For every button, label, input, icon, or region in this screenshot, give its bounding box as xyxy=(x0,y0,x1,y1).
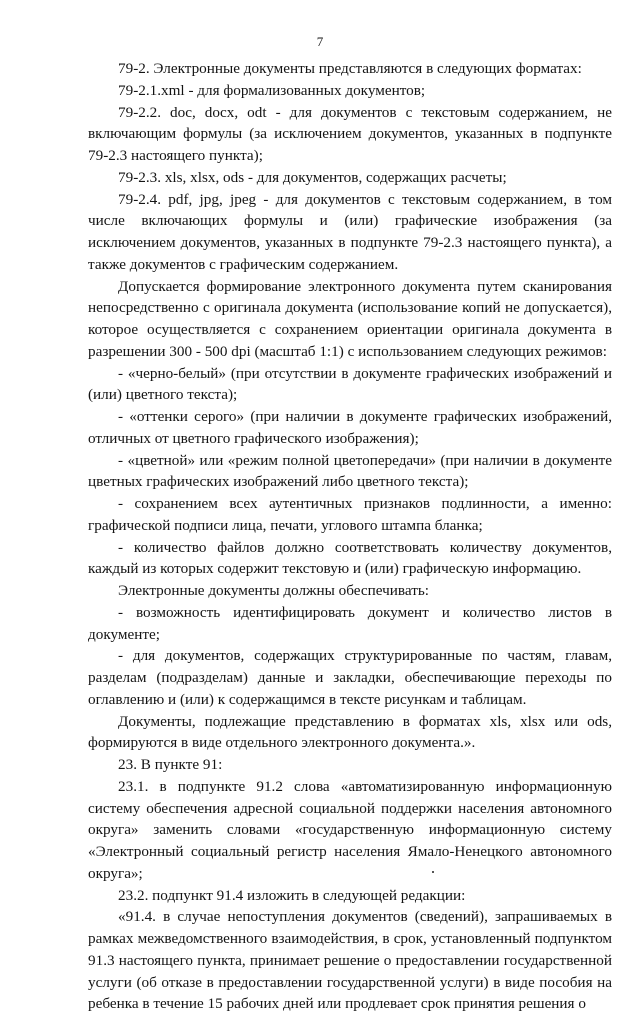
paragraph-spreadsheets: Документы, подлежащие представлению в форматах xls, xlsx или ods, формируются в виде отдельного электронного документа.». xyxy=(88,712,612,752)
list-item-color: - «цветной» или «режим полной цветопередачи» (при наличии в документе цветных графических изображений либо цветного текста); xyxy=(88,451,612,491)
list-item-black-white: - «черно-белый» (при отсутствии в документе графических изображений и (или) цветного текста); xyxy=(88,364,612,404)
list-item-authenticity: - сохранением всех аутентичных признаков подлинности, а именно: графической подписи лица, печати, углового штампа бланка; xyxy=(88,495,612,534)
paragraph-23: 23. В пункте 91: xyxy=(118,756,223,773)
paragraph-79-2-2: 79-2.2. doc, docx, odt - для документов с текстовым содержанием, не включающим формулы (за исключением документов, указанных в подпункте 79-2.3 настоящего пункта); xyxy=(88,103,612,164)
paragraph-79-2-1: 79-2.1.xml - для формализованных документов; xyxy=(118,81,426,99)
page-number: 7 xyxy=(316,34,324,49)
paragraph-23-2: 23.2. подпункт 91.4 изложить в следующей редакции: xyxy=(118,886,466,904)
paragraph-scanning: Допускается формирование электронного документа путем сканирования непосредственно с оригинала документа (использование копий не допускается), которое осуществляется с сохранением ориентации оригинала документа в разрешении 300 - 500 dpi (масштаб 1:1) с использованием следующих режимов: xyxy=(88,277,612,360)
list-item-bookmarks: - для документов, содержащих структурированные по частям, главам, разделам (подразделам) данные и закладки, обеспечивающие переходы по оглавлению и (или) к содержащимся в тексте рисункам и таблицам. xyxy=(88,647,612,708)
paragraph-79-2-3: 79-2.3. xls, xlsx, ods - для документов, содержащих расчеты; xyxy=(118,168,507,186)
paragraph-requirements: Электронные документы должны обеспечивать: xyxy=(118,582,429,599)
paragraph-79-2-4: 79-2.4. pdf, jpg, jpeg - для документов с текстовым содержанием, в том числе включающих формулы и (или) графические изображения (за исключением документов, указанных в подпункте 79-2.3 настоящего пункта), а также документов с графическим содержанием. xyxy=(88,190,612,273)
scan-speck xyxy=(432,871,434,873)
paragraph-91-4: «91.4. в случае непоступления документов (сведений), запрашиваемых в рамках межведомственного взаимодействия, в срок, установленный подпунктом 91.3 настоящего пункта, принимает решение о предоставлении государственной услуги (об отказе в предоставлении государственной услуги) в виде пособия на ребенка в течение 15 рабочих дней или продлевает срок принятия решения о xyxy=(88,908,612,1013)
document-body xyxy=(88,58,612,1015)
list-item-file-count: - количество файлов должно соответствовать количеству документов, каждый из которых содержит текстовую и (или) графическую информацию. xyxy=(88,538,612,578)
paragraph-23-1: 23.1. в подпункте 91.2 слова «автоматизированную информационную систему обеспечения адресной социальной поддержки населения автономного округа» заменить словами «государственную информационную систему «Электронный социальный регистр населения Ямало-Ненецкого автономного округа»; xyxy=(88,777,612,882)
list-item-grayscale: - «оттенки серого» (при наличии в документе графических изображений, отличных от цветного графического изображения); xyxy=(88,408,612,447)
list-item-identification: - возможность идентифицировать документ и количество листов в документе; xyxy=(88,603,612,643)
paragraph-79-2: 79-2. Электронные документы представляются в следующих форматах: xyxy=(118,60,582,77)
